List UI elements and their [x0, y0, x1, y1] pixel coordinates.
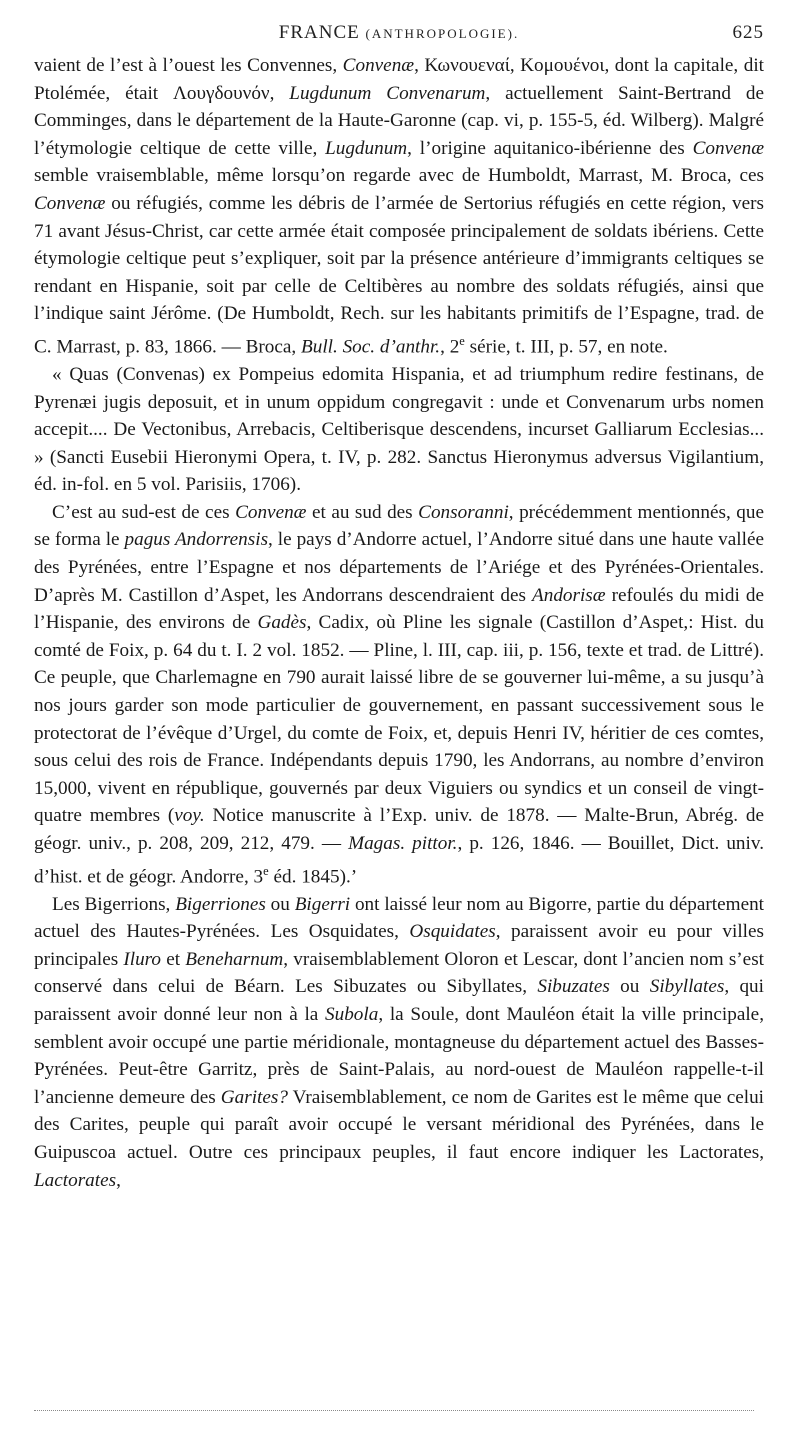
italic-text: Bigerriones	[175, 893, 266, 915]
text-run: ont laissé leur nom au Bigorre, partie du département actuel des Hautes-Pyrénées. Les Osquidates,	[34, 893, 765, 943]
text-run: et au sud des	[306, 501, 419, 523]
text-run: , précédemment mentionnés, que se forma le	[34, 501, 764, 551]
italic-text: pagus Andorrensis	[124, 529, 269, 551]
text-run: ou	[265, 893, 295, 915]
text-run: refoulés du midi de l’Hispanie, des environs de	[34, 584, 764, 634]
text-run: série, t. III, p. 57, en note.	[464, 336, 668, 358]
paragraph	[34, 499, 764, 891]
italic-text: Bigerri	[294, 893, 351, 915]
italic-text: Lactorates	[34, 1169, 117, 1191]
text-run: , actuellement Saint-Bertrand de Comminges, dans le département de la Haute-Garonne (cap. vi, p. 155-5, éd. Wilberg). Malgré l’étymologie celtique de cette ville,	[34, 82, 765, 159]
superscript: e	[263, 863, 269, 878]
text-run: ,	[116, 1169, 121, 1191]
text-run: semble vraisemblable, même lorsqu’on regarde avec de Humboldt, Marrast, M. Broca, ces	[34, 165, 764, 187]
text-run: , qui paraissent avoir donné leur non à la	[34, 976, 764, 1025]
italic-text: Lugdunum	[325, 137, 408, 159]
text-run: , l’origine aquitanico-ibérienne des	[407, 137, 693, 159]
text-run: , paraissent avoir eu pour villes principales	[34, 921, 764, 970]
italic-text: Osquidates	[409, 921, 496, 943]
text-run: , 2	[440, 336, 460, 358]
footer-dotted-rule	[34, 1410, 754, 1411]
italic-text: Convenæ	[342, 55, 415, 76]
italic-text: Sibyllates	[649, 976, 725, 998]
text-run: , Κωνουεναί, Κομουένοι, dont la capitale, dit Ptolémée, était Λουγδουνόν,	[34, 55, 764, 104]
italic-text: Bull. Soc. d’anthr.	[301, 336, 441, 358]
text-run: , Cadix, où Pline les signale (Castillon d’Aspet,: Hist. du comté de Foix, p. 64 du t. I. 2 vol. 1852. — Pline, l. III, cap. iii, p. 156, texte et trad. de Littré). Ce peuple, que Charlemagne en 790 aurait laissé libre de se gouverner lui-même, a su jusqu’à nos jours garder son mode particulier de gouvernement, en passant successivement sous le protectorat de l’évêque d’Urgel, du comte de Foix, et, depuis Henri IV, héritier de ces comtes, sous celui des rois de France. Indépendants depuis 1790, les Andorrans, au nombre d’environ 15,000, vivent en république, gouvernés par deux Viguiers ou syndics et un conseil de vingt-quatre membres (	[34, 612, 764, 827]
italic-text: Iluro	[123, 948, 162, 970]
italic-text: Gadès	[257, 612, 307, 634]
italic-text: Magas. pittor.	[348, 833, 458, 855]
italic-text: Lugdunum Convenarum	[289, 82, 486, 104]
text-run: « Quas (Convenas) ex Pompeius edomita Hispania, et ad triumphum redire festinans, de Pyrenæi jugis deposuit, et in unum oppidum congregavit : unde et Convenarum urbs nomen accepit.... De Vectonibus, Arrebacis, Celtiberisque descendens, incurset Galliarum Ecclesias... » (Sancti Eusebii Hieronymi Opera, t. IV, p. 282. Sanctus Hieronymus adversus Vigilantium, éd. in-fol. en 5 vol. Parisiis, 1706).	[34, 363, 764, 496]
page-number: 625	[732, 22, 764, 43]
paragraph	[34, 361, 764, 499]
italic-text: Subola	[325, 1003, 379, 1025]
italic-text: Beneharnum	[185, 948, 284, 970]
text-run: , p. 126, 1846. — Bouillet, Dict. univ. d’hist. et de géogr. Andorre, 3	[34, 833, 764, 887]
text-run: C’est au sud-est de ces	[52, 501, 236, 523]
running-head	[34, 22, 764, 52]
superscript: e	[459, 333, 465, 348]
header-title: FRANCE	[278, 22, 360, 43]
text-run: , la Soule, dont Mauléon était la ville principale, semblent avoir occupé une partie méridionale, montagneuse du département actuel des Basses-Pyrénées. Peut-être Garritz, près de Saint-Palais, au nord-ouest de Mauléon rappelle-t-il l’ancienne demeure des	[34, 1003, 764, 1108]
text-run: éd. 1845).’	[268, 866, 358, 887]
italic-text: Garites?	[220, 1086, 288, 1108]
text-run: , le pays d’Andorre actuel, l’Andorre situé dans une haute vallée des Pyrénées, entre l’Espagne et nos départements de l’Ariége et des Pyrénées-Orientales. D’après M. Castillon d’Aspet, les Andorrans descendraient des	[34, 529, 764, 606]
text-run: Notice manuscrite à l’Exp. univ. de 1878. — Malte-Brun, Abrég. de géogr. univ., p. 208, 209, 212, 479. —	[34, 805, 764, 855]
italic-text: Convenæ	[34, 192, 106, 214]
text-run: , vraisemblablement Oloron et Lescar, dont l’ancien nom s’est conservé dans celui de Béarn. Les Sibuzates ou Sibyllates,	[34, 948, 764, 998]
italic-text: Convenæ	[235, 501, 307, 523]
text-run: ou réfugiés, comme les débris de l’armée de Sertorius réfugiés en cette région, vers 71 avant Jésus-Christ, car cette armée était composée principalement de soldats ibériens. Cette étymologie celtique peut s’expliquer, soit par la présence antérieure d’immigrants celtiques se rendant en Hispanie, soit par celle de Celtibères au nombre des soldats réfugiés, ainsi que l’indique saint Jérôme. (De Humboldt, Rech. sur les habitants primitifs de l’Espagne, trad. de C. Marrast, p. 83, 1866. — Broca,	[34, 192, 764, 358]
paragraph	[34, 52, 764, 361]
italic-text: Convenæ	[692, 137, 764, 159]
paragraph	[34, 891, 764, 1195]
text-run: Vraisemblablement, ce nom de Garites est le même que celui des Carites, peuple qui paraît avoir occupé le versant méridional des Pyrénées, dans le Guipuscoa actuel. Outre ces principaux peuples, il faut encore indiquer les Lactorates,	[34, 1086, 764, 1163]
text-run: vaient de l’est à l’ouest les Convennes,	[34, 55, 343, 76]
italic-text: Consoranni	[418, 501, 509, 523]
text-run: Les Bigerrions,	[52, 893, 176, 915]
italic-text: Andorisæ	[532, 584, 606, 606]
page-title	[279, 22, 519, 44]
header-subtitle: (ANTHROPOLOGIE).	[365, 26, 520, 41]
italic-text: Sibuzates	[537, 976, 610, 998]
italic-text: voy.	[174, 805, 205, 827]
text-run: ou	[609, 976, 650, 998]
book-page	[34, 22, 764, 1194]
body-text	[34, 52, 764, 1194]
text-run: et	[161, 948, 186, 970]
